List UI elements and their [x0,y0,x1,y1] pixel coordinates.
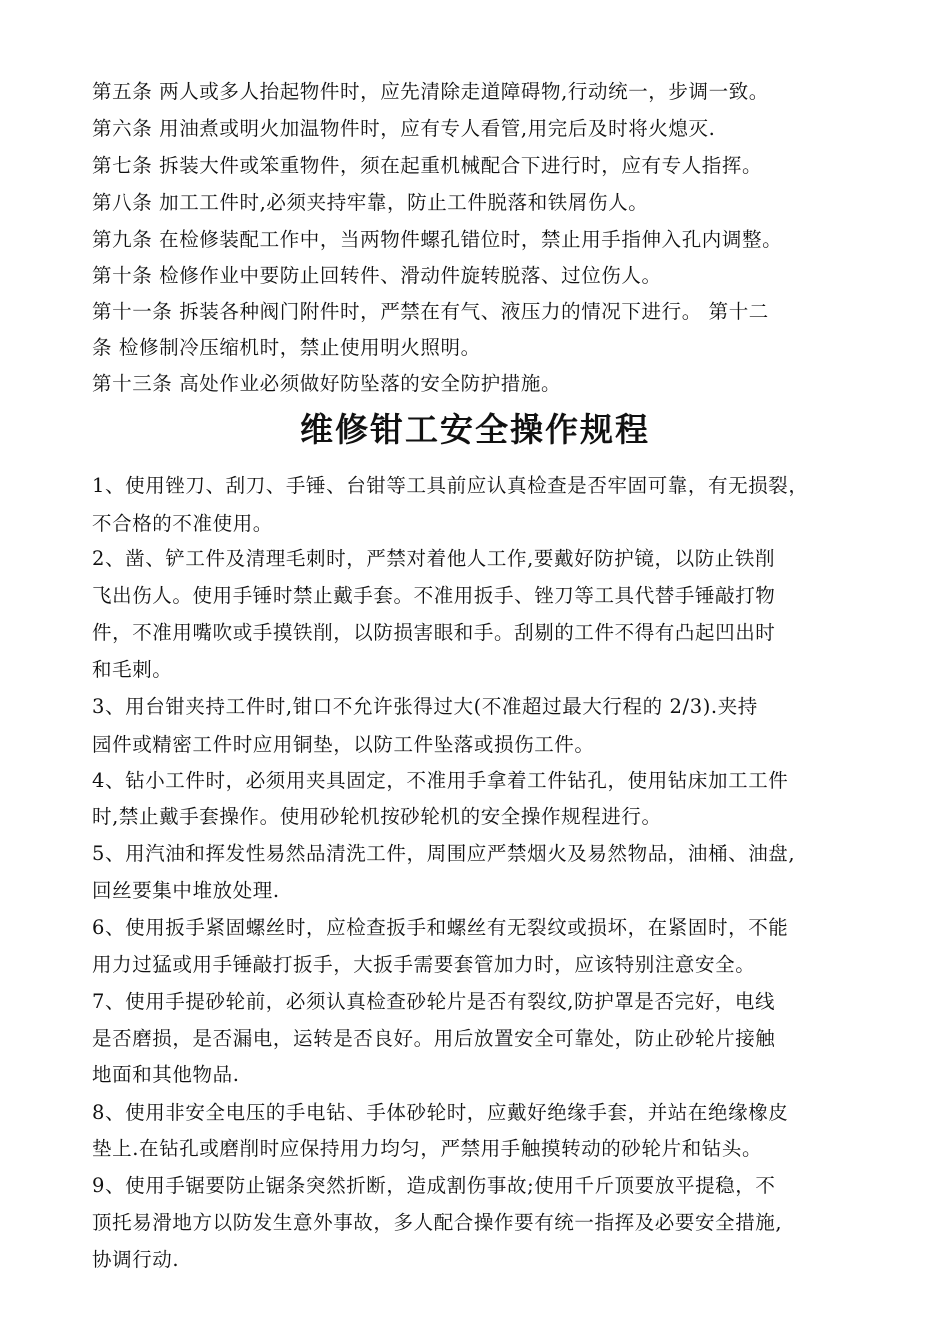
rule-line: 用力过猛或用手锤敲打扳手，大扳手需要套管加力时，应该特别注意安全。 [92,953,756,976]
rule-line: 5、用汽油和挥发性易然品清洗工件，周围应严禁烟火及易然物品，油桶、油盘, [92,842,796,865]
article-line: 第六条 用油煮或明火加温物件时，应有专人看管,用完后及时将火熄灭. [92,117,716,140]
rule-line: 1、使用锉刀、刮刀、手锤、台钳等工具前应认真检查是否牢固可靠，有无损裂， [92,474,809,497]
rule-line: 和毛刺。 [92,658,173,681]
rule-line: 飞出伤人。使用手锤时禁止戴手套。不准用扳手、锉刀等工具代替手锤敲打物 [92,584,776,607]
article-line: 第十三条 高处作业必须做好防坠落的安全防护措施。 [92,372,562,395]
article-line: 第五条 两人或多人抬起物件时，应先清除走道障碍物,行动统一，步调一致。 [92,80,769,103]
article-line: 条 检修制冷压缩机时，禁止使用明火照明。 [92,336,481,359]
rule-line: 协调行动. [92,1248,180,1271]
rule-line: 8、使用非安全电压的手电钻、手体砂轮时，应戴好绝缘手套，并站在绝缘橡皮 [92,1101,789,1124]
rule-line: 2、凿、铲工件及清理毛刺时，严禁对着他人工作,要戴好防护镜，以防止铁削 [92,547,776,570]
rule-line: 地面和其他物品. [92,1063,240,1086]
article-line: 第九条 在检修装配工作中，当两物件螺孔错位时，禁止用手指伸入孔内调整。 [92,228,783,251]
rule-line: 7、使用手提砂轮前，必须认真检查砂轮片是否有裂纹,防护罩是否完好，电线 [92,990,776,1013]
document-title: 维修钳工安全操作规程 [300,410,650,449]
rule-line: 9、使用手锯要防止锯条突然折断，造成割伤事故;使用千斤顶要放平提稳，不 [92,1174,776,1197]
article-line: 第八条 加工工件时,必须夹持牢靠，防止工件脱落和铁屑伤人。 [92,191,649,214]
rule-line: 回丝要集中堆放处理. [92,879,280,902]
rule-line: 是否磨损，是否漏电，运转是否良好。用后放置安全可靠处，防止砂轮片接触 [92,1027,776,1050]
rule-line: 件，不准用嘴吹或手摸铁削，以防损害眼和手。刮剔的工件不得有凸起凹出时 [92,621,776,644]
rule-line: 6、使用扳手紧固螺丝时，应检查扳手和螺丝有无裂纹或损坏，在紧固时，不能 [92,916,789,939]
rule-line: 4、钻小工件时，必须用夹具固定，不准用手拿着工件钻孔，使用钻床加工工件 [92,769,789,792]
article-line: 第十条 检修作业中要防止回转件、滑动件旋转脱落、过位伤人。 [92,264,662,287]
rule-line: 顶托易滑地方以防发生意外事故，多人配合操作要有统一指挥及必要安全措施, [92,1211,783,1234]
rule-line: 园件或精密工件时应用铜垫，以防工件坠落或损伤工件。 [92,733,595,756]
rule-line: 不合格的不准使用。 [92,512,273,535]
rule-line: 3、用台钳夹持工件时,钳口不允许张得过大(不准超过最大行程的 2/3).夹持 [92,695,758,718]
article-line: 第十一条 拆装各种阀门附件时，严禁在有气、液压力的情况下进行。 第十二 [92,300,769,323]
rule-line: 垫上.在钻孔或磨削时应保持用力均匀，严禁用手触摸转动的砂轮片和钻头。 [92,1137,763,1160]
rule-line: 时,禁止戴手套操作。使用砂轮机按砂轮机的安全操作规程进行。 [92,805,662,828]
article-line: 第七条 拆装大件或笨重物件，须在起重机械配合下进行时，应有专人指挥。 [92,154,763,177]
